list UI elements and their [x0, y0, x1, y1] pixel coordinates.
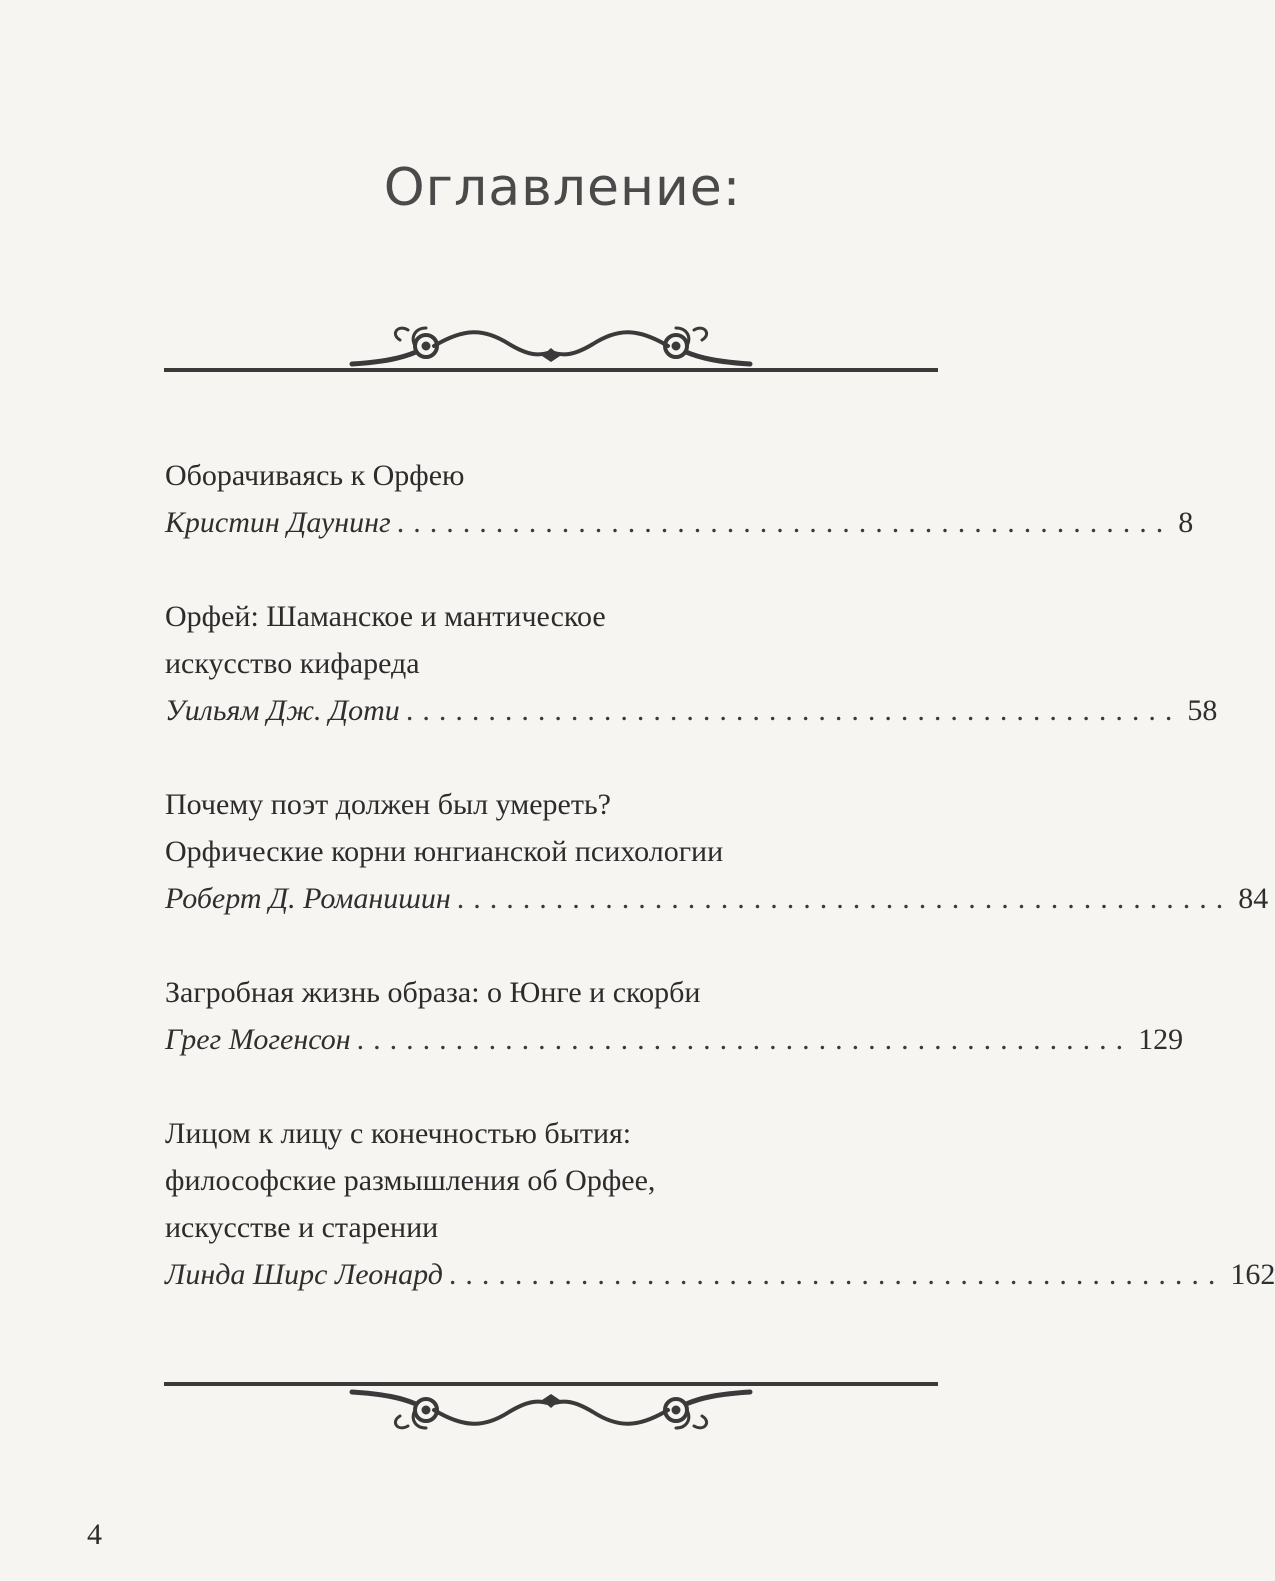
scroll-ornament-bottom-icon [164, 1376, 938, 1440]
entry-title-line: Орфические корни юнгианской психологии [165, 835, 724, 868]
scroll-ornament-top-icon [164, 318, 938, 378]
table-of-contents [165, 452, 1275, 1345]
entry-title-line: Загробная жизнь образа: о Юнге и скорби [165, 976, 701, 1009]
entry-title-line: Лицом к лицу с конечностью бытия: [165, 1117, 632, 1150]
entry-author-row [165, 1251, 1275, 1298]
entry-title-line: философские размышления об Орфее, [165, 1164, 656, 1197]
entry-title-line: Оборачиваясь к Орфею [165, 459, 465, 492]
dot-leader: ............................................... [356, 1023, 1133, 1056]
toc-entry[interactable] [165, 1110, 1275, 1298]
entry-page-number: 8 [1178, 506, 1194, 539]
toc-entry[interactable] [165, 781, 1269, 922]
entry-title-line: Почему поэт должен был умереть? [165, 788, 611, 821]
dot-leader: ............................................... [405, 694, 1182, 727]
entry-page-number: 58 [1187, 694, 1218, 727]
toc-entry[interactable] [165, 969, 1184, 1063]
page-title: Оглавление: [383, 158, 742, 218]
page-number: 4 [87, 1518, 102, 1551]
entry-title-line: искусстве и старении [165, 1211, 439, 1244]
entry-author: Грег Могенсон [165, 1023, 351, 1056]
entry-author-row [165, 1016, 1184, 1063]
entry-title-line: Орфей: Шаманское и мантическое [165, 600, 606, 633]
dot-leader: ............................................... [396, 506, 1173, 539]
entry-page-number: 162 [1230, 1258, 1275, 1291]
entry-author: Уильям Дж. Доти [165, 694, 400, 727]
entry-author-row [165, 499, 1194, 546]
entry-title-line: искусство кифареда [165, 647, 420, 680]
dot-leader: ............................................... [456, 882, 1233, 915]
entry-author-row [165, 875, 1269, 922]
toc-entry[interactable] [165, 593, 1218, 734]
entry-author: Линда Ширс Леонард [165, 1258, 443, 1291]
dot-leader: ............................................... [448, 1258, 1225, 1291]
entry-page-number: 129 [1138, 1023, 1184, 1056]
entry-page-number: 84 [1238, 882, 1269, 915]
entry-author-row [165, 687, 1218, 734]
toc-entry[interactable] [165, 452, 1194, 546]
entry-author: Роберт Д. Романишин [165, 882, 451, 915]
entry-author: Кристин Даунинг [165, 506, 391, 539]
